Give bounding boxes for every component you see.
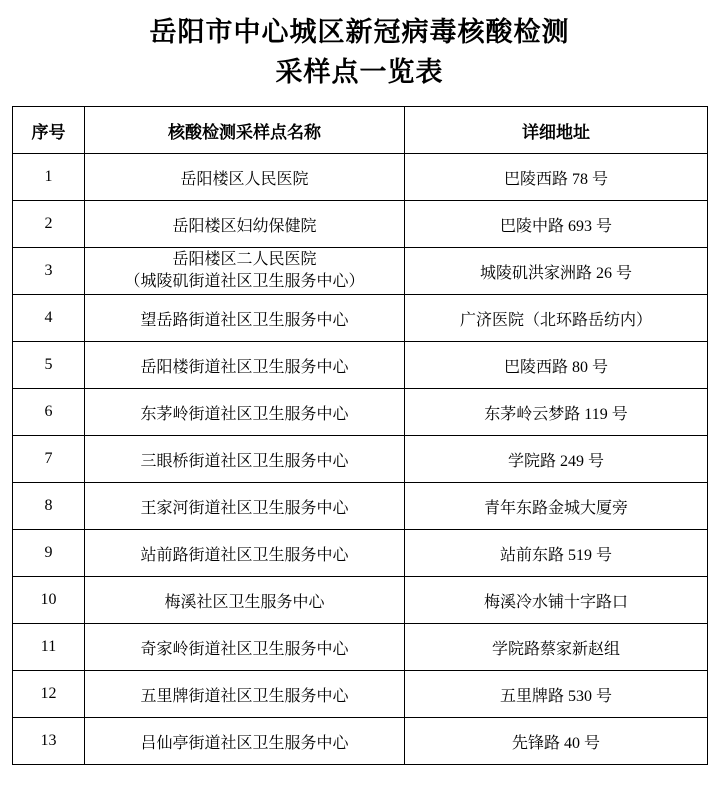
cell-name-line-2: （城陵矶街道社区卫生服务中心） bbox=[124, 273, 365, 290]
cell-address: 东茅岭云梦路 119 号 bbox=[405, 389, 708, 436]
table-row bbox=[13, 530, 708, 577]
cell-name: 岳阳楼街道社区卫生服务中心 bbox=[85, 342, 405, 389]
cell-index: 13 bbox=[13, 718, 85, 765]
cell-name: 岳阳楼区人民医院 bbox=[85, 154, 405, 201]
sampling-points-table bbox=[12, 106, 708, 765]
page-title-line-1: 岳阳市中心城区新冠病毒核酸检测 bbox=[149, 17, 570, 47]
cell-address: 先锋路 40 号 bbox=[405, 718, 708, 765]
table-row bbox=[13, 389, 708, 436]
cell-name: 三眼桥街道社区卫生服务中心 bbox=[85, 436, 405, 483]
table-row bbox=[13, 671, 708, 718]
cell-name-line-1: 岳阳楼区二人民医院 bbox=[172, 251, 317, 268]
cell-index: 3 bbox=[13, 248, 85, 295]
cell-name: 吕仙亭街道社区卫生服务中心 bbox=[85, 718, 405, 765]
table-body bbox=[13, 154, 708, 765]
cell-address: 广济医院（北环路岳纺内） bbox=[405, 295, 708, 342]
page-title-line-2: 采样点一览表 bbox=[275, 57, 444, 87]
cell-index: 1 bbox=[13, 154, 85, 201]
cell-address: 学院路 249 号 bbox=[405, 436, 708, 483]
cell-address: 站前东路 519 号 bbox=[405, 530, 708, 577]
table-row bbox=[13, 342, 708, 389]
cell-index: 5 bbox=[13, 342, 85, 389]
table-row bbox=[13, 436, 708, 483]
cell-address: 巴陵中路 693 号 bbox=[405, 201, 708, 248]
table-header-row bbox=[13, 107, 708, 154]
cell-address: 巴陵西路 78 号 bbox=[405, 154, 708, 201]
table-row bbox=[13, 248, 708, 295]
table-row bbox=[13, 483, 708, 530]
cell-name: 东茅岭街道社区卫生服务中心 bbox=[85, 389, 405, 436]
cell-index: 6 bbox=[13, 389, 85, 436]
table-header bbox=[13, 107, 708, 154]
cell-address: 城陵矶洪家洲路 26 号 bbox=[405, 248, 708, 295]
cell-name: 梅溪社区卫生服务中心 bbox=[85, 577, 405, 624]
cell-address: 梅溪冷水铺十字路口 bbox=[405, 577, 708, 624]
cell-name: 五里牌街道社区卫生服务中心 bbox=[85, 671, 405, 718]
header-address: 详细地址 bbox=[405, 107, 708, 154]
header-index: 序号 bbox=[13, 107, 85, 154]
table-row bbox=[13, 577, 708, 624]
table-container bbox=[12, 106, 707, 765]
cell-index: 9 bbox=[13, 530, 85, 577]
cell-name: 岳阳楼区妇幼保健院 bbox=[85, 201, 405, 248]
cell-name: 站前路街道社区卫生服务中心 bbox=[85, 530, 405, 577]
cell-index: 7 bbox=[13, 436, 85, 483]
table-row bbox=[13, 624, 708, 671]
cell-name: 王家河街道社区卫生服务中心 bbox=[85, 483, 405, 530]
cell-address: 巴陵西路 80 号 bbox=[405, 342, 708, 389]
cell-name: 奇家岭街道社区卫生服务中心 bbox=[85, 624, 405, 671]
cell-name: 望岳路街道社区卫生服务中心 bbox=[85, 295, 405, 342]
table-row bbox=[13, 718, 708, 765]
table-row bbox=[13, 154, 708, 201]
cell-name bbox=[85, 248, 405, 295]
cell-address: 学院路蔡家新赵组 bbox=[405, 624, 708, 671]
cell-index: 11 bbox=[13, 624, 85, 671]
cell-index: 10 bbox=[13, 577, 85, 624]
header-name: 核酸检测采样点名称 bbox=[85, 107, 405, 154]
table-row bbox=[13, 201, 708, 248]
cell-address: 五里牌路 530 号 bbox=[405, 671, 708, 718]
cell-index: 8 bbox=[13, 483, 85, 530]
cell-index: 12 bbox=[13, 671, 85, 718]
cell-index: 2 bbox=[13, 201, 85, 248]
table-row bbox=[13, 295, 708, 342]
cell-index: 4 bbox=[13, 295, 85, 342]
cell-address: 青年东路金城大厦旁 bbox=[405, 483, 708, 530]
page-title bbox=[0, 0, 719, 92]
